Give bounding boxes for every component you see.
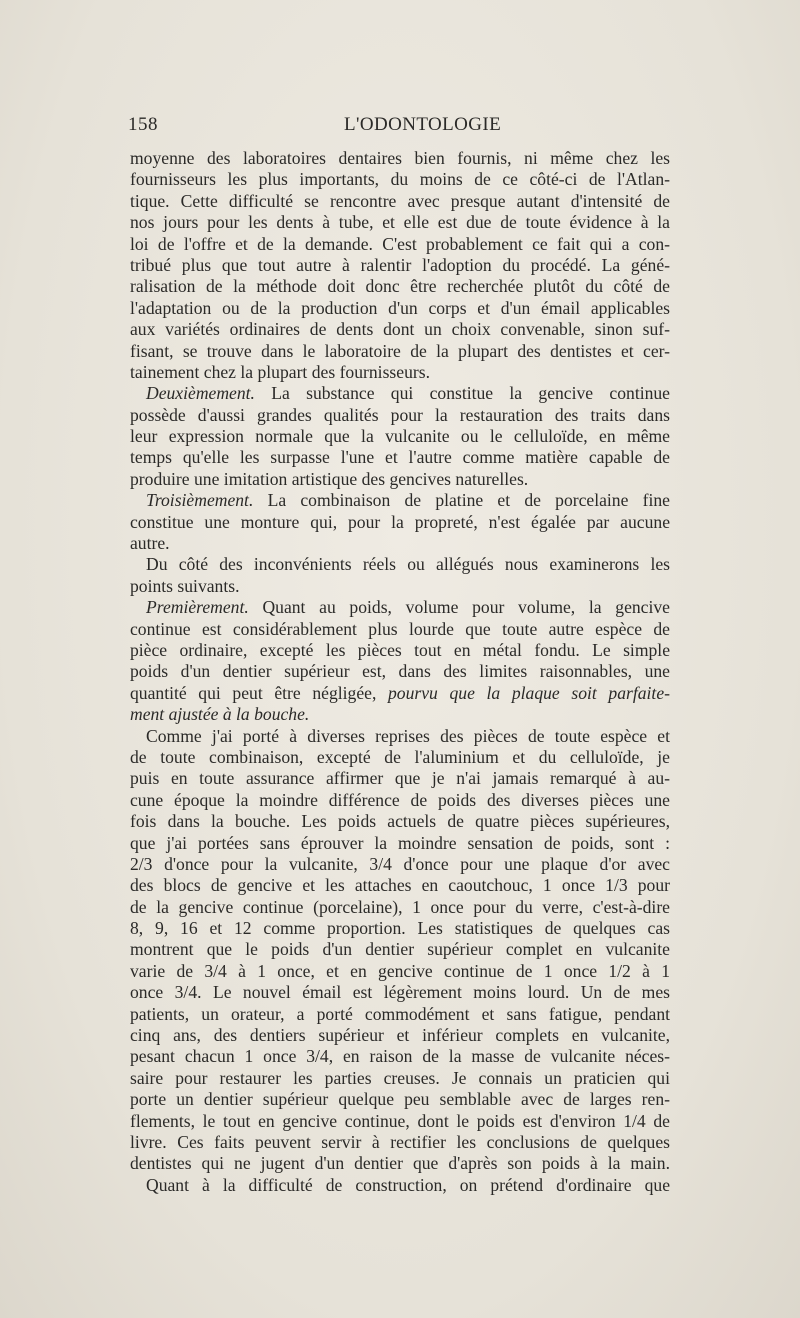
line-text: Quant à la difficulté de construction, on prétend d'ordinaire que xyxy=(146,1174,670,1195)
line-text: 8, 9, 16 et 12 comme proportion. Les statistiques de quelques cas xyxy=(130,918,670,939)
line-text: pesant chacun 1 once 3/4, en raison de la masse de vulcanite néces- xyxy=(130,1046,670,1067)
text-line xyxy=(130,1175,670,1196)
italic-text: pourvu que la plaque soit parfaite- xyxy=(388,682,670,703)
line-text: quantité qui peut être négligée, xyxy=(130,682,388,703)
text-line xyxy=(130,683,670,704)
line-text: 2/3 d'once pour la vulcanite, 3/4 d'once pour une plaque d'or avec xyxy=(130,853,670,874)
text-line xyxy=(130,298,670,319)
text-line xyxy=(130,341,670,362)
line-text: aux variétés ordinaires de dents dont un choix convenable, sinon suf- xyxy=(130,319,670,340)
italic-text: Premièrement. xyxy=(146,597,249,618)
line-text: tique. Cette difficulté se rencontre avec presque autant d'intensité de xyxy=(130,190,670,211)
text-line xyxy=(130,704,670,725)
text-line xyxy=(130,490,670,511)
line-text: Du côté des inconvénients réels ou allégués nous examinerons les xyxy=(146,554,670,575)
line-text: once 3/4. Le nouvel émail est légèrement moins lourd. Un de mes xyxy=(130,982,670,1003)
line-text: continue est considérablement plus lourde que toute autre espèce de xyxy=(130,618,670,639)
text-line xyxy=(130,961,670,982)
line-text: Quant au poids, volume pour volume, la gencive xyxy=(248,597,670,618)
text-line xyxy=(130,383,670,404)
text-line xyxy=(130,405,670,426)
line-text: porte un dentier supérieur quelque peu semblable avec de larges ren- xyxy=(130,1089,670,1110)
running-title: L'ODONTOLOGIE xyxy=(344,114,502,135)
text-line xyxy=(130,811,670,832)
text-line xyxy=(130,768,670,789)
text-line xyxy=(130,726,670,747)
page-number: 158 xyxy=(128,114,158,135)
line-text: tribué plus que tout autre à ralentir l'adoption du procédé. La géné- xyxy=(130,254,670,275)
text-line xyxy=(130,191,670,212)
line-text: Comme j'ai porté à diverses reprises des pièces de toute espèce et xyxy=(146,725,670,746)
text-line xyxy=(130,1025,670,1046)
line-text: puis en toute assurance affirmer que je n'ai jamais remarqué à au- xyxy=(130,768,670,789)
text-line xyxy=(130,619,670,640)
line-text: varie de 3/4 à 1 once, et en gencive continue de 1 once 1/2 à 1 xyxy=(130,960,670,981)
text-line xyxy=(130,148,670,169)
line-text: patients, un orateur, a porté commodément et sans fatigue, pendant xyxy=(130,1003,670,1024)
line-text: montrent que le poids d'un dentier supérieur complet en vulcanite xyxy=(130,939,670,960)
text-line xyxy=(130,469,670,490)
line-text: points suivants. xyxy=(130,575,240,596)
text-line xyxy=(130,640,670,661)
text-line xyxy=(130,661,670,682)
line-text: pièce ordinaire, excepté les pièces tout en métal fondu. Le simple xyxy=(130,639,670,660)
line-text: nos jours pour les dents à tube, et elle est due de toute évidence à la xyxy=(130,212,670,233)
italic-text: Troisièmement. xyxy=(146,490,254,511)
text-line xyxy=(130,1089,670,1110)
line-text: l'adaptation ou de la production d'un corps et d'un émail applicables xyxy=(130,297,670,318)
line-text: poids d'un dentier supérieur est, dans des limites raisonnables, une xyxy=(130,661,670,682)
line-text: fournisseurs les plus importants, du moins de ce côté-ci de l'Atlan- xyxy=(130,169,670,190)
text-line xyxy=(130,982,670,1003)
line-text: La substance qui constitue la gencive continue xyxy=(254,383,670,404)
line-text: La combinaison de platine et de porcelaine fine xyxy=(253,490,670,511)
text-line xyxy=(130,1153,670,1174)
text-line xyxy=(130,1068,670,1089)
line-text: autre. xyxy=(130,533,170,554)
line-text: des blocs de gencive et les attaches en caoutchouc, 1 once 1/3 pour xyxy=(130,875,670,896)
text-line xyxy=(130,875,670,896)
text-line xyxy=(130,234,670,255)
text-line xyxy=(130,255,670,276)
text-line xyxy=(130,597,670,618)
line-text: leur expression normale que la vulcanite ou le celluloïde, en même xyxy=(130,426,670,447)
line-text: que j'ai portées sans éprouver la moindre sensation de poids, sont : xyxy=(130,832,670,853)
line-text: de la gencive continue (porcelaine), 1 once pour du verre, c'est-à-dire xyxy=(130,896,670,917)
text-line xyxy=(130,426,670,447)
line-text: dentistes qui ne jugent d'un dentier que d'après son poids à la main. xyxy=(130,1153,670,1174)
text-line xyxy=(130,533,670,554)
line-text: temps qu'elle les surpasse l'une et l'autre comme matière capable de xyxy=(130,447,670,468)
text-line xyxy=(130,319,670,340)
line-text: de toute combinaison, excepté de l'aluminium et du celluloïde, je xyxy=(130,746,670,767)
text-line xyxy=(130,833,670,854)
text-line xyxy=(130,897,670,918)
page-header xyxy=(128,114,668,138)
line-text: livre. Ces faits peuvent servir à rectifier les conclusions de quelques xyxy=(130,1131,670,1152)
text-line xyxy=(130,939,670,960)
text-line xyxy=(130,790,670,811)
text-line xyxy=(130,447,670,468)
line-text: moyenne des laboratoires dentaires bien fournis, ni même chez les xyxy=(130,148,670,168)
text-line xyxy=(130,554,670,575)
line-text: saire pour restaurer les parties creuses. Je connais un praticien qui xyxy=(130,1067,670,1088)
line-text: loi de l'offre et de la demande. C'est probablement ce fait qui a con- xyxy=(130,233,670,254)
text-line xyxy=(130,1111,670,1132)
line-text: ralisation de la méthode doit donc être recherchée plutôt du côté de xyxy=(130,276,670,297)
line-text: produire une imitation artistique des gencives naturelles. xyxy=(130,468,529,489)
italic-text: Deuxièmement. xyxy=(146,383,255,404)
line-text: constitue une monture qui, pour la propreté, n'est égalée par aucune xyxy=(130,511,670,532)
text-line xyxy=(130,169,670,190)
line-text: fois dans la bouche. Les poids actuels de quatre pièces supérieures, xyxy=(130,811,670,832)
line-text: cinq ans, des dentiers supérieur et inférieur complets en vulcanite, xyxy=(130,1025,670,1046)
text-line xyxy=(130,854,670,875)
line-text: possède d'aussi grandes qualités pour la restauration des traits dans xyxy=(130,404,670,425)
body-text xyxy=(130,148,670,1196)
text-line xyxy=(130,576,670,597)
text-line xyxy=(130,1004,670,1025)
line-text: tainement chez la plupart des fournisseurs. xyxy=(130,361,430,382)
line-text: fisant, se trouve dans le laboratoire de la plupart des dentistes et cer- xyxy=(130,340,670,361)
text-line xyxy=(130,512,670,533)
italic-text: ment ajustée à la bouche. xyxy=(130,704,310,725)
line-text: flements, le tout en gencive continue, dont le poids est d'environ 1/4 de xyxy=(130,1110,670,1131)
text-line xyxy=(130,276,670,297)
text-line xyxy=(130,747,670,768)
line-text: cune époque la moindre différence de poids des diverses pièces une xyxy=(130,789,670,810)
text-line xyxy=(130,1132,670,1153)
text-line xyxy=(130,1046,670,1067)
text-line xyxy=(130,362,670,383)
text-line xyxy=(130,918,670,939)
text-line xyxy=(130,212,670,233)
